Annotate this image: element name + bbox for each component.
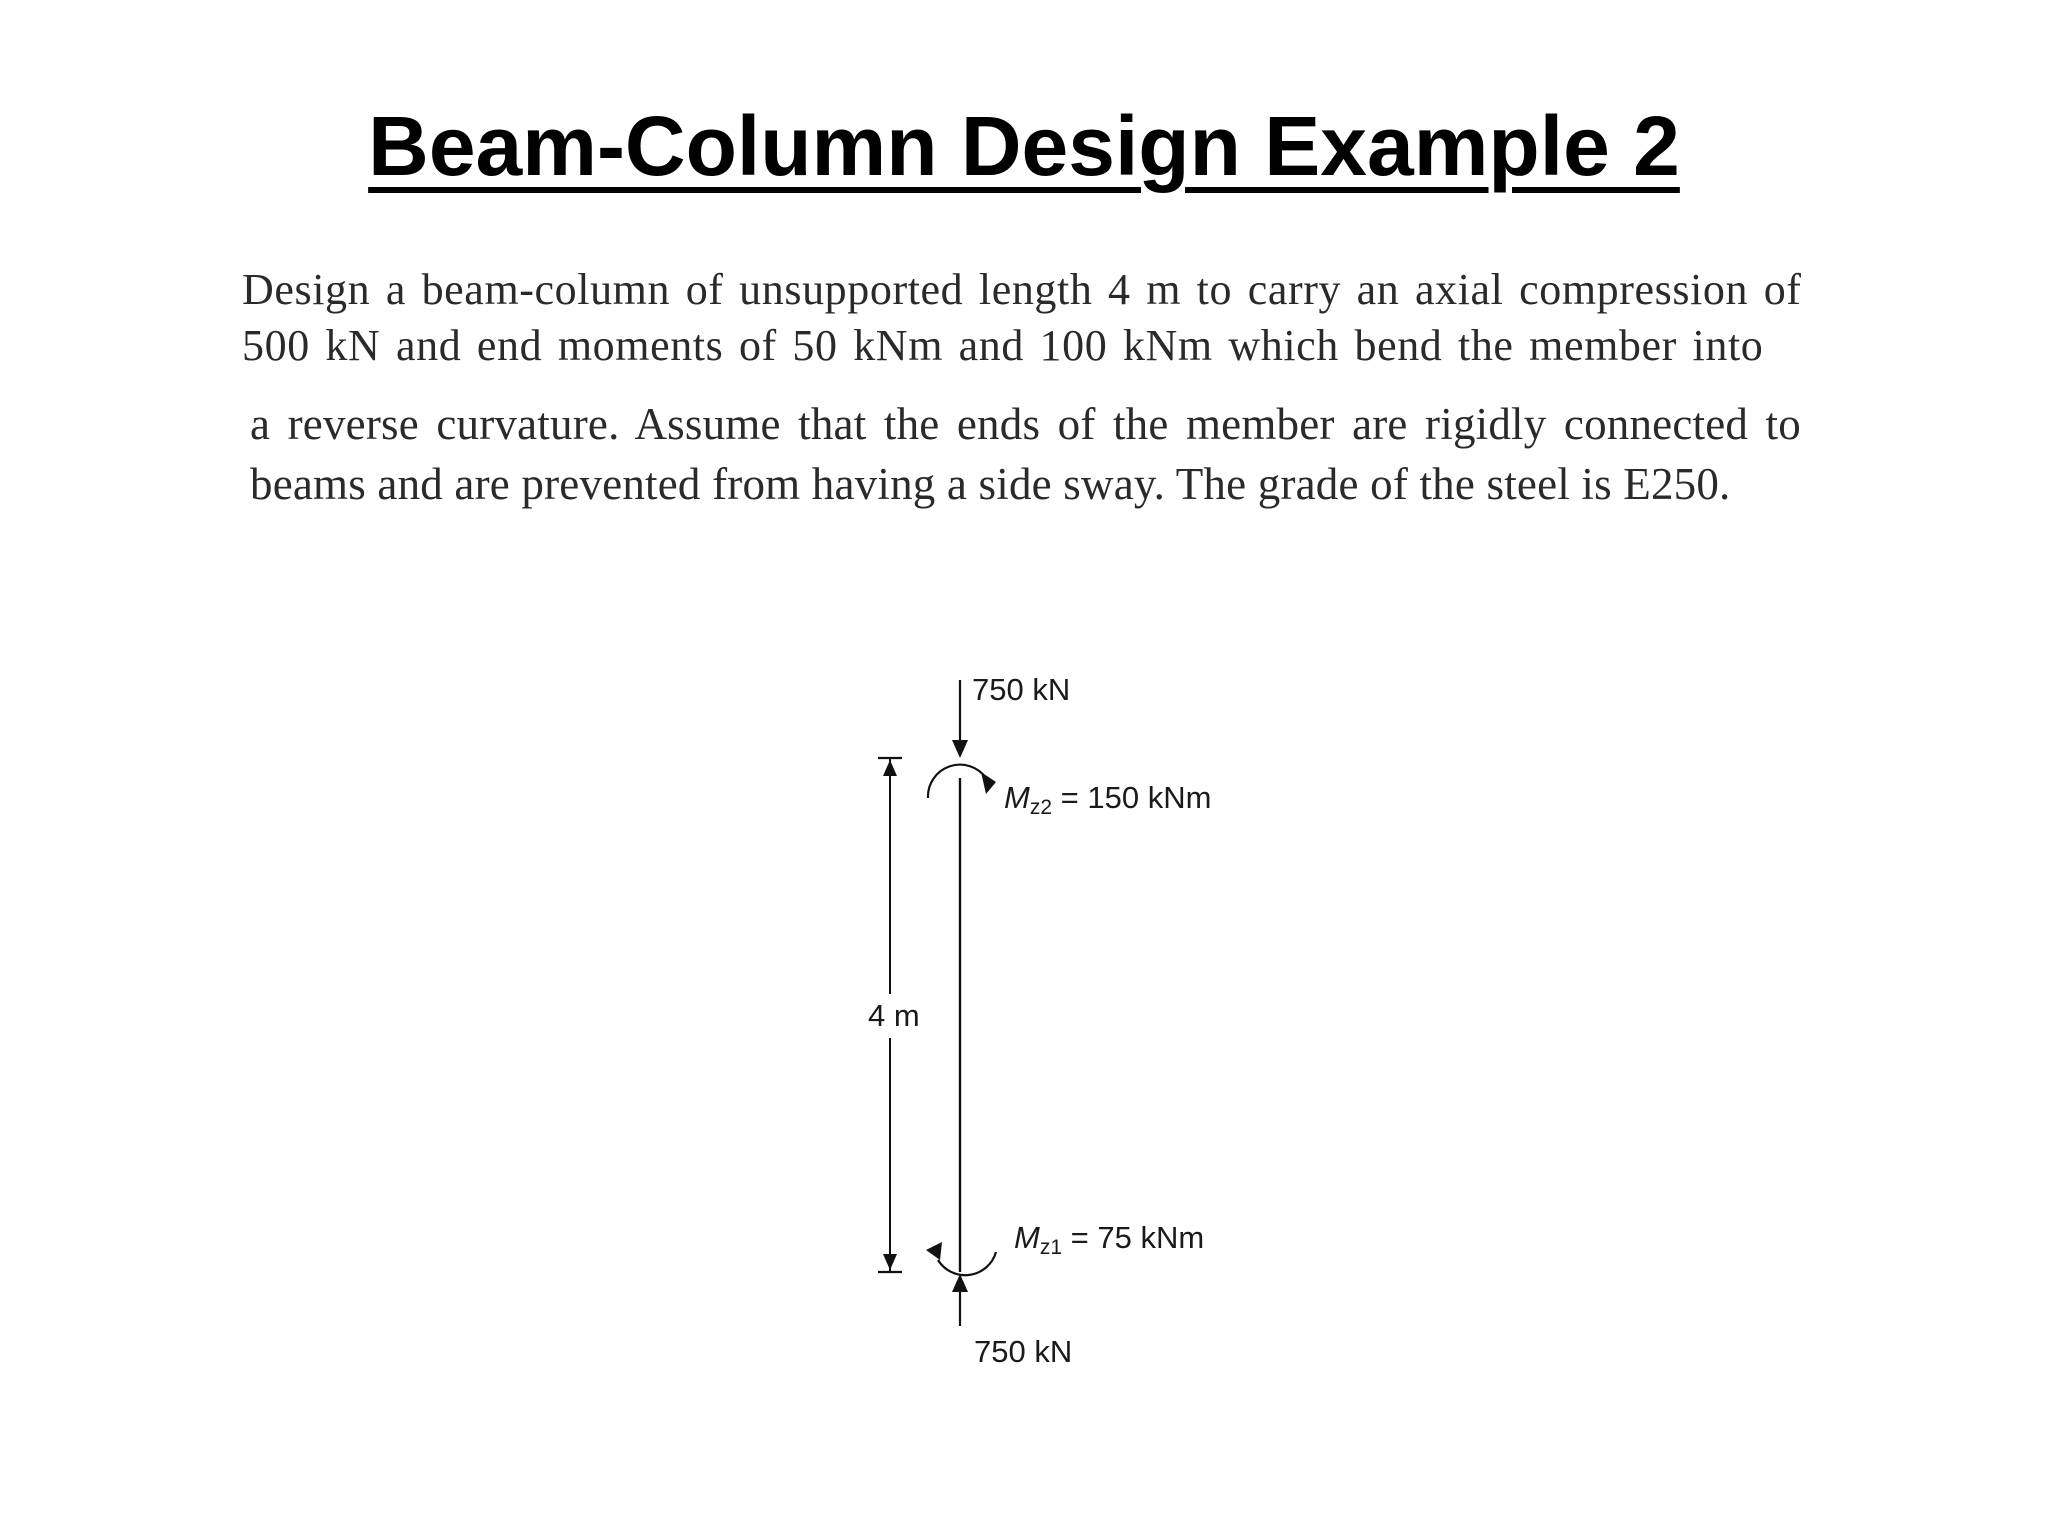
bottom-moment-subscript: z1 — [1039, 1236, 1063, 1259]
top-moment-arc — [928, 765, 986, 798]
top-moment-value: = 150 kNm — [1060, 780, 1212, 815]
top-moment-arrowhead — [981, 772, 996, 794]
bottom-moment-value: = 75 kNm — [1070, 1220, 1205, 1255]
dimension-arrowhead-top — [883, 760, 897, 776]
top-load-arrowhead — [952, 740, 968, 758]
bottom-load-label: 750 kN — [974, 1334, 1073, 1369]
problem-line-3: a reverse curvature. Assume that the ends of the member are rigidly connected to — [250, 399, 1801, 449]
slide-title: Beam-Column Design Example 2 — [368, 99, 1680, 193]
top-load-label: 750 kN — [972, 672, 1071, 707]
top-moment-symbol: M — [1004, 780, 1030, 815]
problem-statement — [242, 262, 2002, 514]
dimension-arrowhead-bottom — [883, 1254, 897, 1270]
beam-column-diagram — [760, 660, 1460, 1400]
top-moment-subscript: z2 — [1029, 796, 1053, 819]
length-label: 4 m — [868, 994, 920, 1038]
bottom-moment-symbol: M — [1014, 1220, 1040, 1255]
bottom-moment-arrowhead — [926, 1242, 942, 1260]
diagram-drawing — [760, 660, 1460, 1400]
bottom-moment-label — [1014, 1220, 1205, 1259]
problem-line-1: Design a beam-column of unsupported length 4 m to carry an axial compression of — [242, 265, 1802, 314]
problem-line-4: beams and are prevented from having a side sway. The grade of the steel is E250. — [250, 459, 1731, 509]
bottom-load-arrowhead — [952, 1274, 968, 1292]
problem-line-2: 500 kN and end moments of 50 kNm and 100 kNm which bend the member into — [242, 321, 1764, 370]
top-moment-label — [1004, 780, 1212, 819]
bottom-moment-arc — [938, 1252, 996, 1275]
